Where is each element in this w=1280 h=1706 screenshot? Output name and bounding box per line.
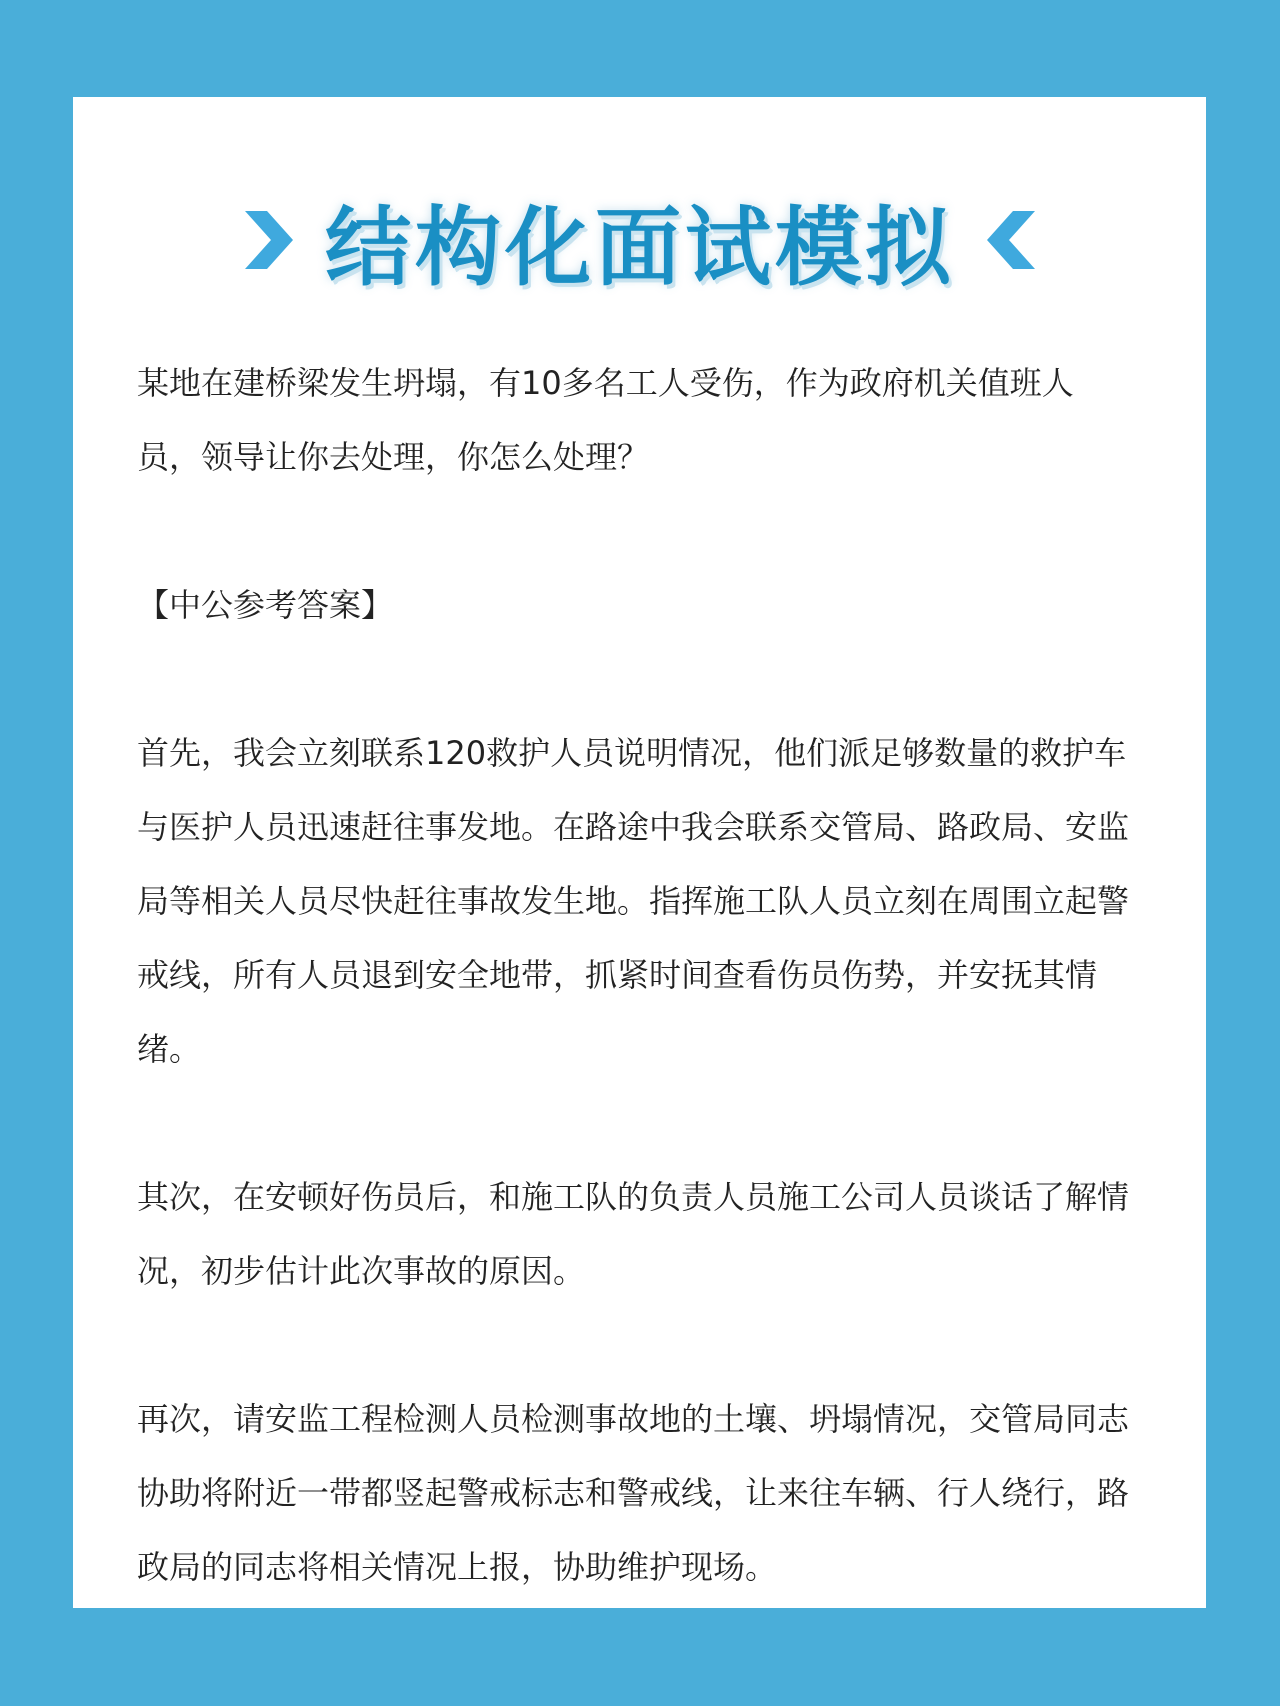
title-row — [0, 170, 1280, 310]
spacer — [137, 1308, 1137, 1382]
chevron-right-icon — [241, 207, 297, 273]
spacer — [137, 642, 1137, 716]
answer-heading: 【中公参考答案】 — [137, 586, 394, 624]
chevron-left-icon — [983, 207, 1039, 273]
question-text: 某地在建桥梁发生坍塌，有10多名工人受伤，作为政府机关值班人员，领导让你去处理，你怎么处理？ — [137, 364, 1074, 476]
article-body — [137, 346, 1137, 1604]
page-title: 结构化面试模拟 — [325, 198, 955, 298]
paragraph-second: 其次，在安顿好伤员后，和施工队的负责人员施工公司人员谈话了解情况，初步估计此次事故的原因。 — [137, 1178, 1130, 1290]
spacer — [137, 1086, 1137, 1160]
spacer — [137, 494, 1137, 568]
paragraph-third: 再次，请安监工程检测人员检测事故地的土壤、坍塌情况，交管局同志协助将附近一带都竖起警戒标志和警戒线，让来往车辆、行人绕行，路政局的同志将相关情况上报，协助维护现场。 — [137, 1400, 1130, 1586]
paragraph-first: 首先，我会立刻联系120救护人员说明情况，他们派足够数量的救护车与医护人员迅速赶往事发地。在路途中我会联系交管局、路政局、安监局等相关人员尽快赶往事故发生地。指挥施工队人员立刻在周围立起警戒线，所有人员退到安全地带，抓紧时间查看伤员伤势，并安抚其情绪。 — [137, 734, 1130, 1068]
